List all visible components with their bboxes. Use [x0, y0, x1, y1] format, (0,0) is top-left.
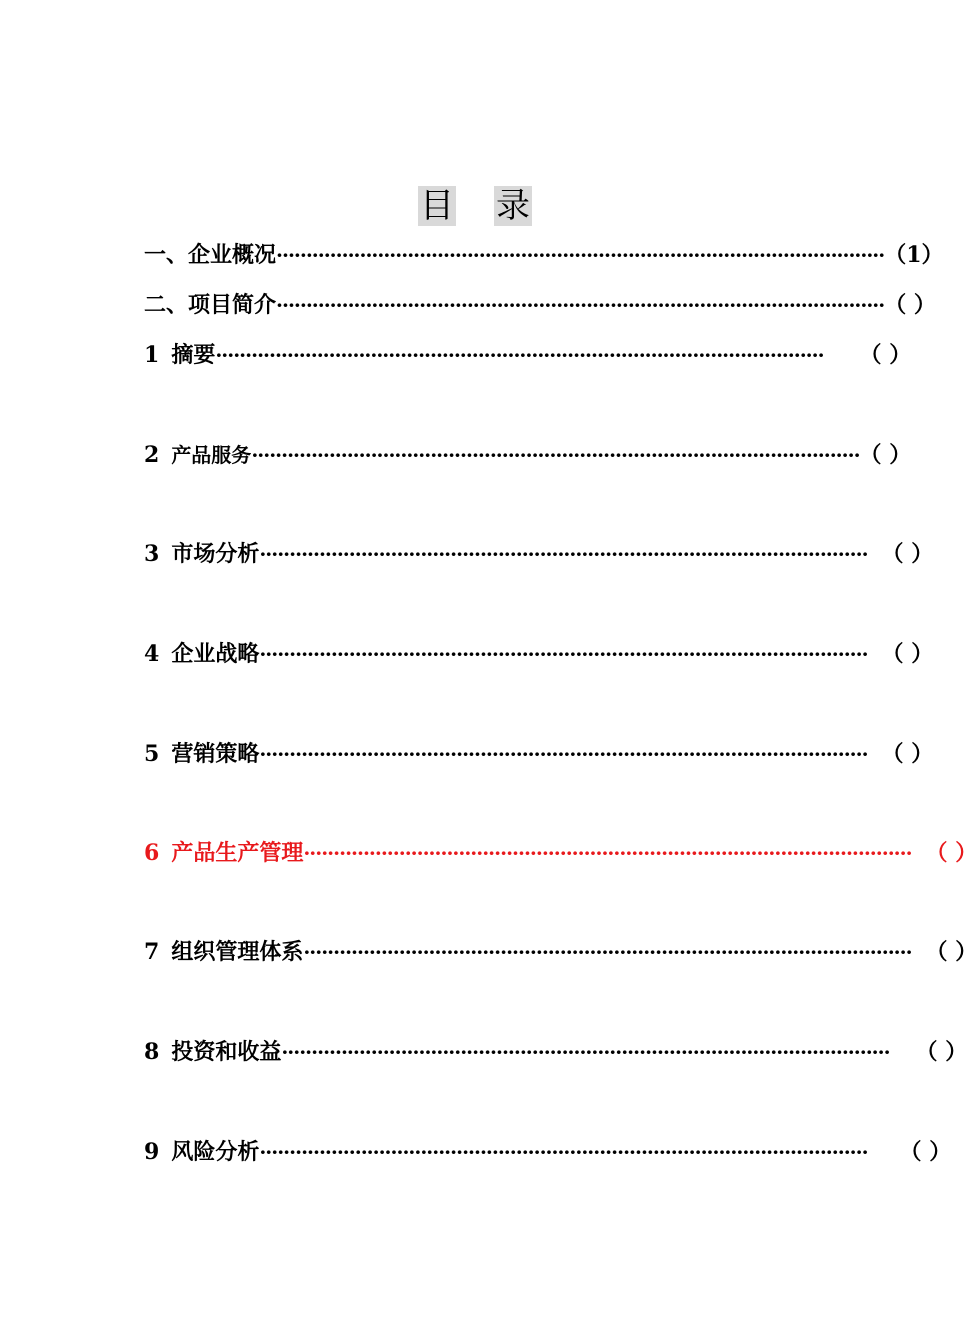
toc-item-number: 8 — [144, 1039, 160, 1065]
toc-leader-dots: ······································································································ — [303, 841, 912, 865]
toc-item-number: 5 — [144, 741, 160, 767]
toc-page-number: （ ） — [859, 442, 912, 468]
toc-item-number: 9 — [144, 1139, 160, 1165]
toc-page-number: （ ） — [899, 1139, 952, 1165]
toc-label: 一、企业概况 — [144, 242, 277, 268]
toc-item-summary[interactable] — [144, 340, 912, 370]
toc-page-number: （ ） — [881, 541, 934, 567]
toc-page-number: （ ） — [881, 641, 934, 667]
toc-item-organization[interactable] — [144, 937, 977, 967]
toc-leader-dots: ······································································································ — [276, 293, 885, 317]
toc-label: 营销策略 — [171, 741, 260, 767]
toc-label: 产品生产管理 — [171, 840, 304, 866]
toc-item-product-service[interactable] — [144, 440, 912, 470]
toc-page-number: （ ） — [915, 1039, 968, 1065]
toc-leader-dots: ······································································································ — [303, 940, 912, 964]
toc-page-number: （ ） — [925, 840, 977, 866]
toc-leader-dots: ······································································································ — [276, 243, 885, 267]
toc-page-number: （ ） — [884, 292, 936, 318]
toc-item-number: 2 — [144, 442, 160, 468]
toc-item-strategy[interactable] — [144, 639, 934, 669]
toc-label: 组织管理体系 — [171, 939, 304, 965]
toc-label: 产品服务 — [171, 443, 252, 467]
toc-label: 企业战略 — [171, 641, 260, 667]
toc-item-investment[interactable] — [144, 1037, 968, 1067]
toc-label: 摘要 — [171, 342, 216, 368]
toc-leader-dots: ······································································································ — [259, 642, 868, 666]
title-gap — [456, 184, 494, 228]
toc-label: 二、项目简介 — [144, 292, 277, 318]
toc-item-number: 1 — [144, 342, 160, 368]
toc-page-number: （ ） — [881, 741, 934, 767]
toc-page-number: （1） — [884, 242, 944, 268]
toc-item-number: 6 — [144, 840, 160, 866]
toc-item-risk-analysis[interactable] — [144, 1137, 952, 1167]
toc-item-number: 7 — [144, 939, 160, 965]
title-char-1: 目 — [420, 186, 454, 226]
toc-label: 市场分析 — [171, 541, 260, 567]
toc-item-production-management[interactable] — [144, 838, 977, 868]
toc-item-number: 3 — [144, 541, 160, 567]
toc-page-number: （ ） — [859, 342, 912, 368]
toc-label: 投资和收益 — [171, 1039, 282, 1065]
toc-leader-dots: ······································································································ — [215, 343, 824, 367]
toc-item-number: 4 — [144, 641, 160, 667]
toc-section-project-intro[interactable] — [144, 290, 936, 320]
toc-section-company-overview[interactable] — [144, 240, 944, 270]
page-title — [0, 184, 950, 228]
toc-leader-dots: ······································································································ — [259, 742, 868, 766]
toc-page-number: （ ） — [925, 939, 977, 965]
toc-leader-dots: ······································································································ — [251, 443, 860, 467]
toc-item-marketing[interactable] — [144, 739, 934, 769]
toc-leader-dots: ······································································································ — [281, 1040, 890, 1064]
toc-leader-dots: ······································································································ — [259, 1140, 868, 1164]
toc-label: 风险分析 — [171, 1139, 260, 1165]
toc-item-market-analysis[interactable] — [144, 539, 934, 569]
title-char-2: 录 — [496, 186, 530, 226]
toc-leader-dots: ······································································································ — [259, 542, 868, 566]
